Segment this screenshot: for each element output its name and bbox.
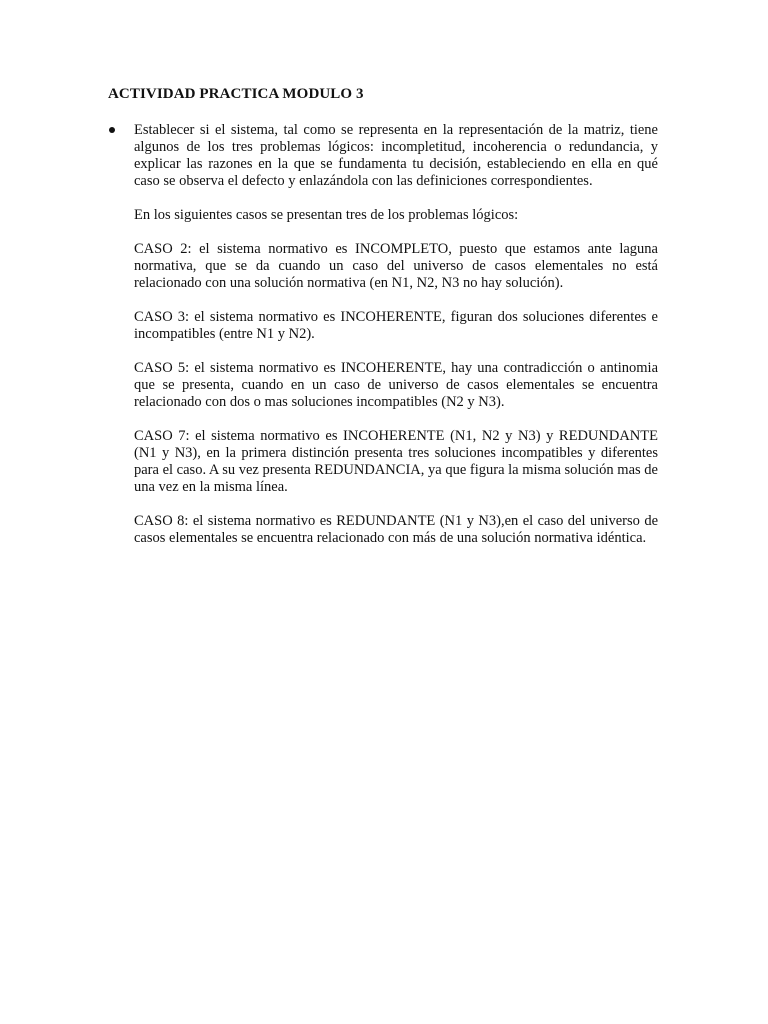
- case-3-paragraph: CASO 3: el sistema normativo es INCOHERENTE, figuran dos soluciones diferentes e incompatibles (entre N1 y N2).: [134, 309, 658, 342]
- document-title: ACTIVIDAD PRACTICA MODULO 3: [108, 86, 364, 102]
- bullet-icon: [109, 127, 115, 133]
- document-body: [134, 122, 658, 564]
- case-2-paragraph: CASO 2: el sistema normativo es INCOMPLETO, puesto que estamos ante laguna normativa, que se da cuando un caso del universo de casos elementales no está relacionado con una solución normativa (en N1, N2, N3 no hay solución).: [134, 241, 658, 291]
- case-7-paragraph: CASO 7: el sistema normativo es INCOHERENTE (N1, N2 y N3) y REDUNDANTE (N1 y N3), en la primera distinción presenta tres soluciones incompatibles y diferentes para el caso. A su vez presenta REDUNDANCIA, ya que figura la misma solución mas de una vez en la misma línea.: [134, 428, 658, 495]
- case-5-paragraph: CASO 5: el sistema normativo es INCOHERENTE, hay una contradicción o antinomia que se presenta, cuando en un caso de universo de casos elementales se encuentra relacionado con dos o mas soluciones incompatibles (N2 y N3).: [134, 360, 658, 410]
- intro-paragraph: En los siguientes casos se presentan tres de los problemas lógicos:: [134, 207, 519, 223]
- bullet-paragraph: Establecer si el sistema, tal como se representa en la representación de la matriz, tiene algunos de los tres problemas lógicos: incompletitud, incoherencia o redundancia, y explicar las razones en la que se fundamenta tu decisión, estableciendo en ella en qué caso se observa el defecto y enlazándola con las definiciones correspondientes.: [134, 122, 658, 189]
- case-8-paragraph: CASO 8: el sistema normativo es REDUNDANTE (N1 y N3),en el caso del universo de casos elementales se encuentra relacionado con más de una solución normativa idéntica.: [134, 513, 658, 546]
